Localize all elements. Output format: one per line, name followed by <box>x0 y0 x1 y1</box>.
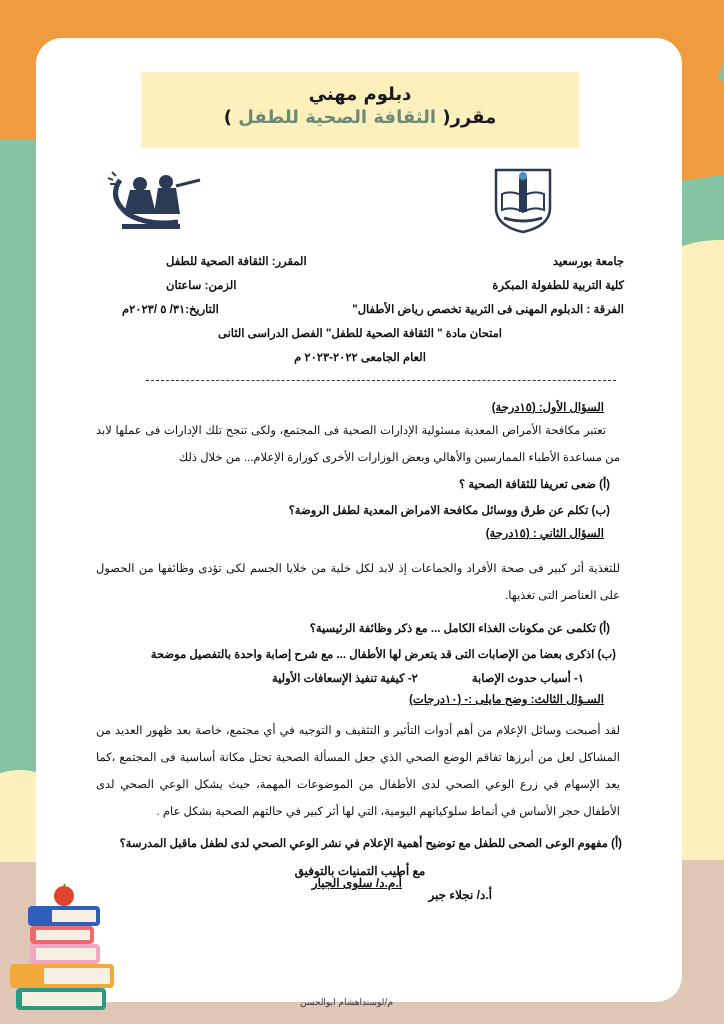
q2-heading: السؤال الثاني : (١٥درجة) <box>485 528 604 540</box>
program-name: الفرقة : الدبلوم المهنى فى التربية تخصص رياض الأطفال" <box>352 304 624 316</box>
header-row-1 <box>96 250 624 274</box>
q3-paragraph: لقد أصبحت وسائل الإعلام من أهم أدوات التأثير و التثقيف و التوجيه في أي مجتمع، خاصة بعد ظهور العديد من المشاكل لعل من أبرزها تفاقم الوضع الصحي الذي جعل المسألة الصحية تحتل مكانة أساسية فى المجتمع ،كما يعد الإسهام في زرع الوعي الصحي لدى الأطفال من الموضوعات المهمة، حيث يشكل الوعي الصحي لدى الأطفال حجر الأساس في أنماط سلوكياتهم اليومية، التي لها أثر كبير في حالتهم الصحية بشكل عام . <box>96 725 620 818</box>
university-name: جامعة بورسعيد <box>552 256 624 268</box>
header-row-3 <box>96 298 624 322</box>
academic-year: العام الجامعى ٢٠٢٢-٢٠٢٣ م <box>294 352 426 364</box>
exam-document <box>96 250 624 908</box>
exam-time: الزمن: ساعتان <box>166 280 237 292</box>
title-banner <box>141 72 579 148</box>
exam-title: امتحان مادة " الثقافة الصحية للطفل" الفصل الدراسى الثانى <box>218 328 502 340</box>
q2-sub-item-1: ١- أسباب حدوث الإصابة <box>471 673 584 685</box>
signer-1: أ.د/ نجلاء جبر <box>428 888 492 902</box>
university-logo-icon <box>488 164 558 234</box>
q2-item-a: (أ) تكلمى عن مكونات الغذاء الكامل ... مع ذكر وظائفة الرئيسية؟ <box>309 623 610 635</box>
q2-item-b: (ب) اذكرى بعضا من الإصابات التى قد يتعرض لها الأطفال ... مع شرح إصابة واحدة بالتفصيل موضحة <box>150 649 616 661</box>
signatures <box>96 878 624 908</box>
exam-date: التاريخ:٣١/ ٥ /٢٠٢٣م <box>122 304 219 316</box>
closing-wishes: مع أطيب التمنيات بالتوفيق <box>294 864 426 878</box>
q1-item-b: (ب) تكلم عن طرق ووسائل مكافحة الامراض المعدية لطفل الروضة؟ <box>288 505 610 517</box>
books-stack-icon <box>8 884 116 1014</box>
q2-sub-item-2: ٢- كيفية تنفيذ الإسعافات الأولية <box>271 673 418 685</box>
faculty-logo-icon <box>100 162 216 232</box>
header-row-2 <box>96 274 624 298</box>
footer-credit: م/لوسنداهشام ابوالحسن <box>300 998 394 1008</box>
q3-item-a: (أ) مفهوم الوعى الصحى للطفل مع توضيح أهمية الإعلام في نشر الوعي الصحي لدى لطفل ماقبل المدرسة؟ <box>119 838 622 850</box>
q1-heading: السؤال الأول: (١٥درجة) <box>491 402 604 414</box>
course-suffix: ) <box>223 107 232 128</box>
course-prefix: مقرر( <box>442 107 497 128</box>
course-label: المقرر: الثقافة الصحية للطفل <box>166 256 307 268</box>
faculty-name: كلية التربية للطفولة المبكرة <box>492 280 624 292</box>
document-card <box>36 38 682 1002</box>
banner-course <box>141 106 579 130</box>
course-name: الثقافة الصحية للطفل <box>232 107 443 128</box>
signer-2: أ.م.د/ سلوى الجيار <box>311 876 402 890</box>
dashed-divider <box>146 380 616 382</box>
q2-paragraph: للتغذية أثر كبير فى صحة الأفراد والجماعات إذ لابد لكل خلية من خلايا الجسم لكى تؤدى وظائفها من الحصول على العناصر التى تغذيها. <box>96 563 620 602</box>
q2-sub-items <box>96 668 584 690</box>
q1-item-a: (أ) ضعى تعريفا للثقافة الصحية ؟ <box>459 479 610 491</box>
banner-title: دبلوم مهني <box>308 84 412 105</box>
q1-paragraph: تعتبر مكافحة الأمراض المعدية مسئولية الإدارات الصحية فى المجتمع، ولكى تنجح تلك الإدارات فى عملها لابد من مساعدة الأطباء الممارسين والأهالي وبعض الوزارات الأخرى كوزارة الإعلام... من خلال ذلك <box>96 425 620 464</box>
q3-heading: السـؤال الثالث: وضح مايلى :- (١٠درجات) <box>409 694 604 706</box>
